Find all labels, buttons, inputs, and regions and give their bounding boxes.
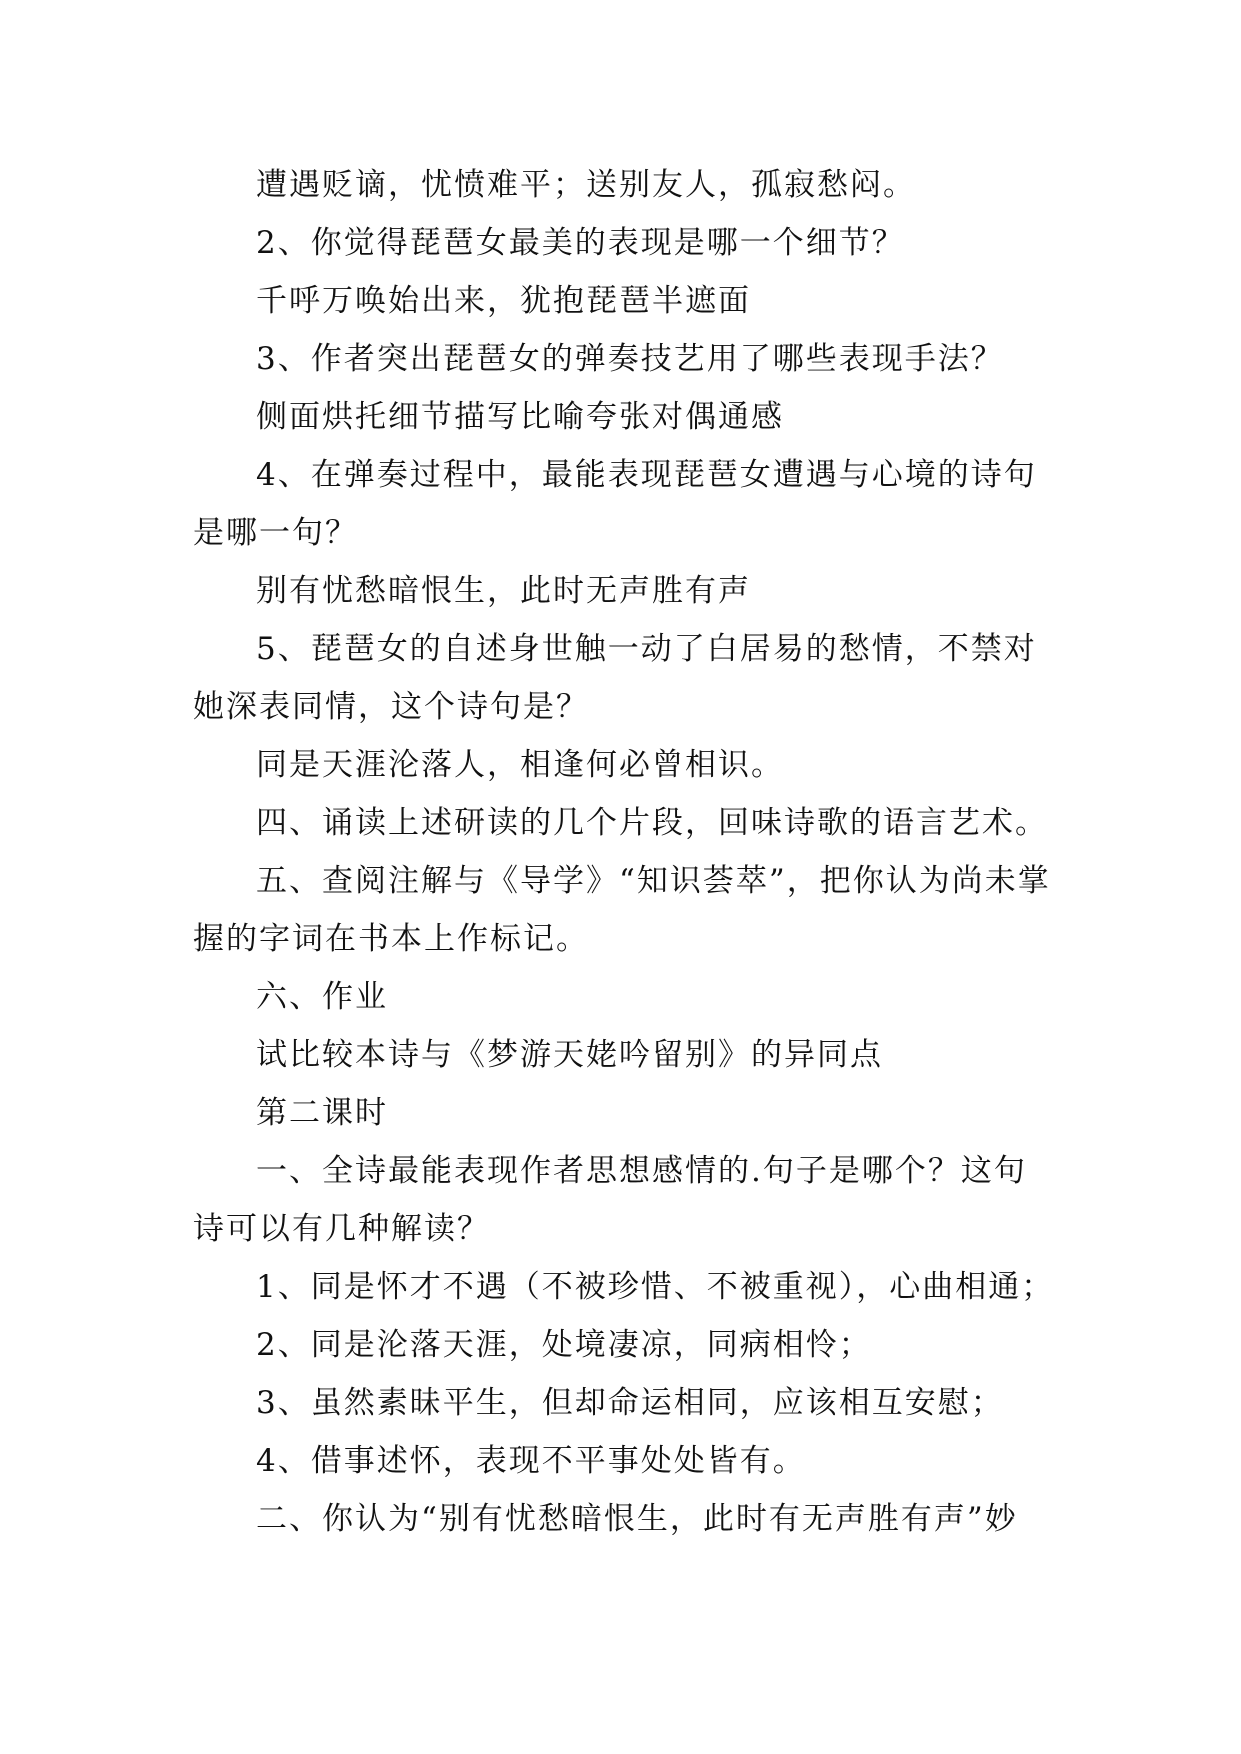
section-4-line: 四、诵读上述研读的几个片段，回味诗歌的语言艺术。 xyxy=(256,805,1048,841)
lesson-2-question-1-continuation: 诗可以有几种解读？ xyxy=(193,1211,490,1247)
answer-5-line: 同是天涯沦落人，相逢何必曾相识。 xyxy=(256,747,784,783)
lesson-2-question-2: 二、你认为“别有忧愁暗恨生，此时有无声胜有声”妙 xyxy=(256,1501,1018,1537)
homework-line: 试比较本诗与《梦游天姥吟留别》的异同点 xyxy=(256,1037,883,1073)
paragraph-line-1: 遭遇贬谪，忧愤难平；送别友人，孤寂愁闷。 xyxy=(256,167,916,203)
question-5-continuation: 她深表同情，这个诗句是？ xyxy=(193,689,589,725)
interpretation-4-line: 4、借事述怀，表现不平事处处皆有。 xyxy=(256,1443,806,1479)
question-4-continuation: 是哪一句？ xyxy=(193,515,358,551)
interpretation-2-line: 2、同是沦落天涯，处境凄凉，同病相怜； xyxy=(256,1327,872,1363)
lesson-2-heading: 第二课时 xyxy=(256,1095,388,1131)
answer-2-line: 千呼万唤始出来，犹抱琵琶半遮面 xyxy=(256,283,751,319)
section-6-heading: 六、作业 xyxy=(256,979,388,1015)
answer-4-line: 别有忧愁暗恨生，此时无声胜有声 xyxy=(256,573,751,609)
lesson-2-question-1: 一、全诗最能表现作者思想感情的.句子是哪个？这句 xyxy=(256,1153,1027,1189)
interpretation-3-line: 3、虽然素昧平生，但却命运相同，应该相互安慰； xyxy=(256,1385,1004,1421)
section-5-line: 五、查阅注解与《导学》“知识荟萃”，把你认为尚未掌 xyxy=(256,863,1051,899)
interpretation-1-line: 1、同是怀才不遇（不被珍惜、不被重视），心曲相通； xyxy=(256,1269,1055,1305)
question-5-line: 5、琵琶女的自述身世触一动了白居易的愁情，不禁对 xyxy=(256,631,1037,667)
question-2-line: 2、你觉得琵琶女最美的表现是哪一个细节？ xyxy=(256,225,905,261)
question-3-line: 3、作者突出琵琶女的弹奏技艺用了哪些表现手法？ xyxy=(256,341,1004,377)
answer-3-line: 侧面烘托细节描写比喻夸张对偶通感 xyxy=(256,399,784,435)
section-5-continuation: 握的字词在书本上作标记。 xyxy=(193,921,589,957)
question-4-line: 4、在弹奏过程中，最能表现琵琶女遭遇与心境的诗句 xyxy=(256,457,1037,493)
